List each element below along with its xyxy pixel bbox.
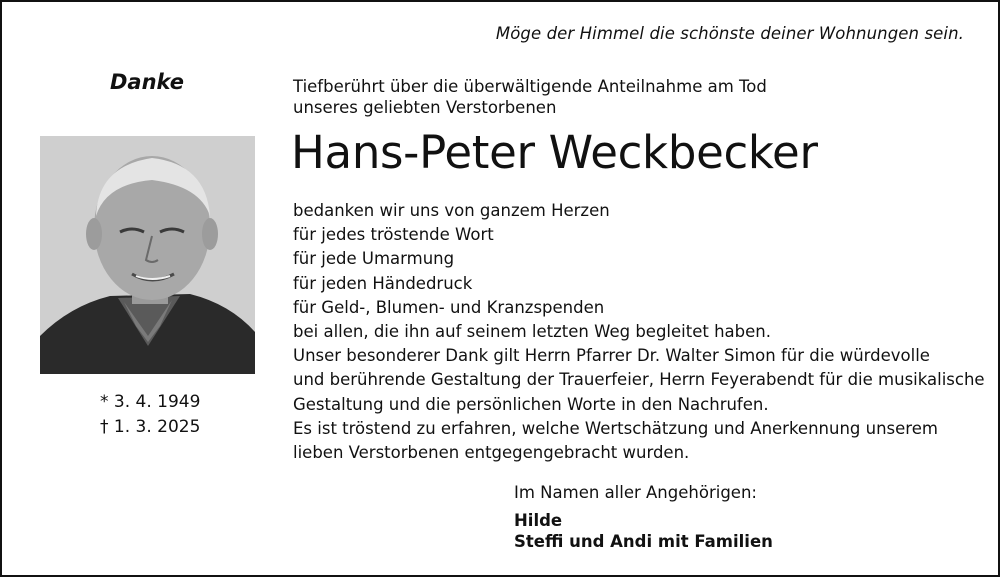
body-line: für Geld-, Blumen- und Kranzspenden — [293, 297, 605, 317]
intro-line: unseres geliebten Verstorbenen — [293, 98, 557, 117]
body-line: für jedes tröstende Wort — [293, 225, 494, 245]
thanks-body — [293, 199, 985, 465]
signer-name: Hilde — [514, 511, 563, 530]
body-line: Gestaltung und die persönlichen Worte in den Nachrufen. — [293, 394, 769, 414]
body-line: bei allen, die ihn auf seinem letzten Weg begleitet haben. — [293, 321, 771, 341]
portrait-illustration — [40, 136, 255, 374]
thanks-heading: Danke — [110, 70, 185, 94]
signer-name: Steffi und Andi mit Familien — [514, 532, 773, 551]
body-line: lieben Verstorbenen entgegengebracht wurden. — [293, 442, 690, 462]
body-line: bedanken wir uns von ganzem Herzen — [293, 201, 610, 220]
intro-line: Tiefberührt über die überwältigende Anteilnahme am Tod — [293, 77, 767, 96]
body-line: Es ist tröstend zu erfahren, welche Wertschätzung und Anerkennung unserem — [293, 418, 938, 438]
birth-date: * 3. 4. 1949 — [100, 392, 201, 412]
signature-names — [514, 510, 773, 552]
body-line: für jeden Händedruck — [293, 273, 473, 293]
life-dates — [100, 390, 200, 440]
body-line: Unser besonderer Dank gilt Herrn Pfarrer Dr. Walter Simon für die würdevolle — [293, 346, 930, 366]
portrait-photo — [40, 136, 255, 374]
intro-text — [293, 76, 767, 118]
death-date: † 1. 3. 2025 — [100, 417, 201, 437]
deceased-name: Hans-Peter Weckbecker — [291, 126, 818, 179]
body-line: und berührende Gestaltung der Trauerfeier, Herrn Feyerabendt für die musikalische — [293, 370, 985, 390]
motto-quote: Möge der Himmel die schönste deiner Wohnungen sein. — [495, 24, 964, 43]
signature-intro: Im Namen aller Angehörigen: — [514, 483, 757, 502]
body-line: für jede Umarmung — [293, 249, 455, 269]
